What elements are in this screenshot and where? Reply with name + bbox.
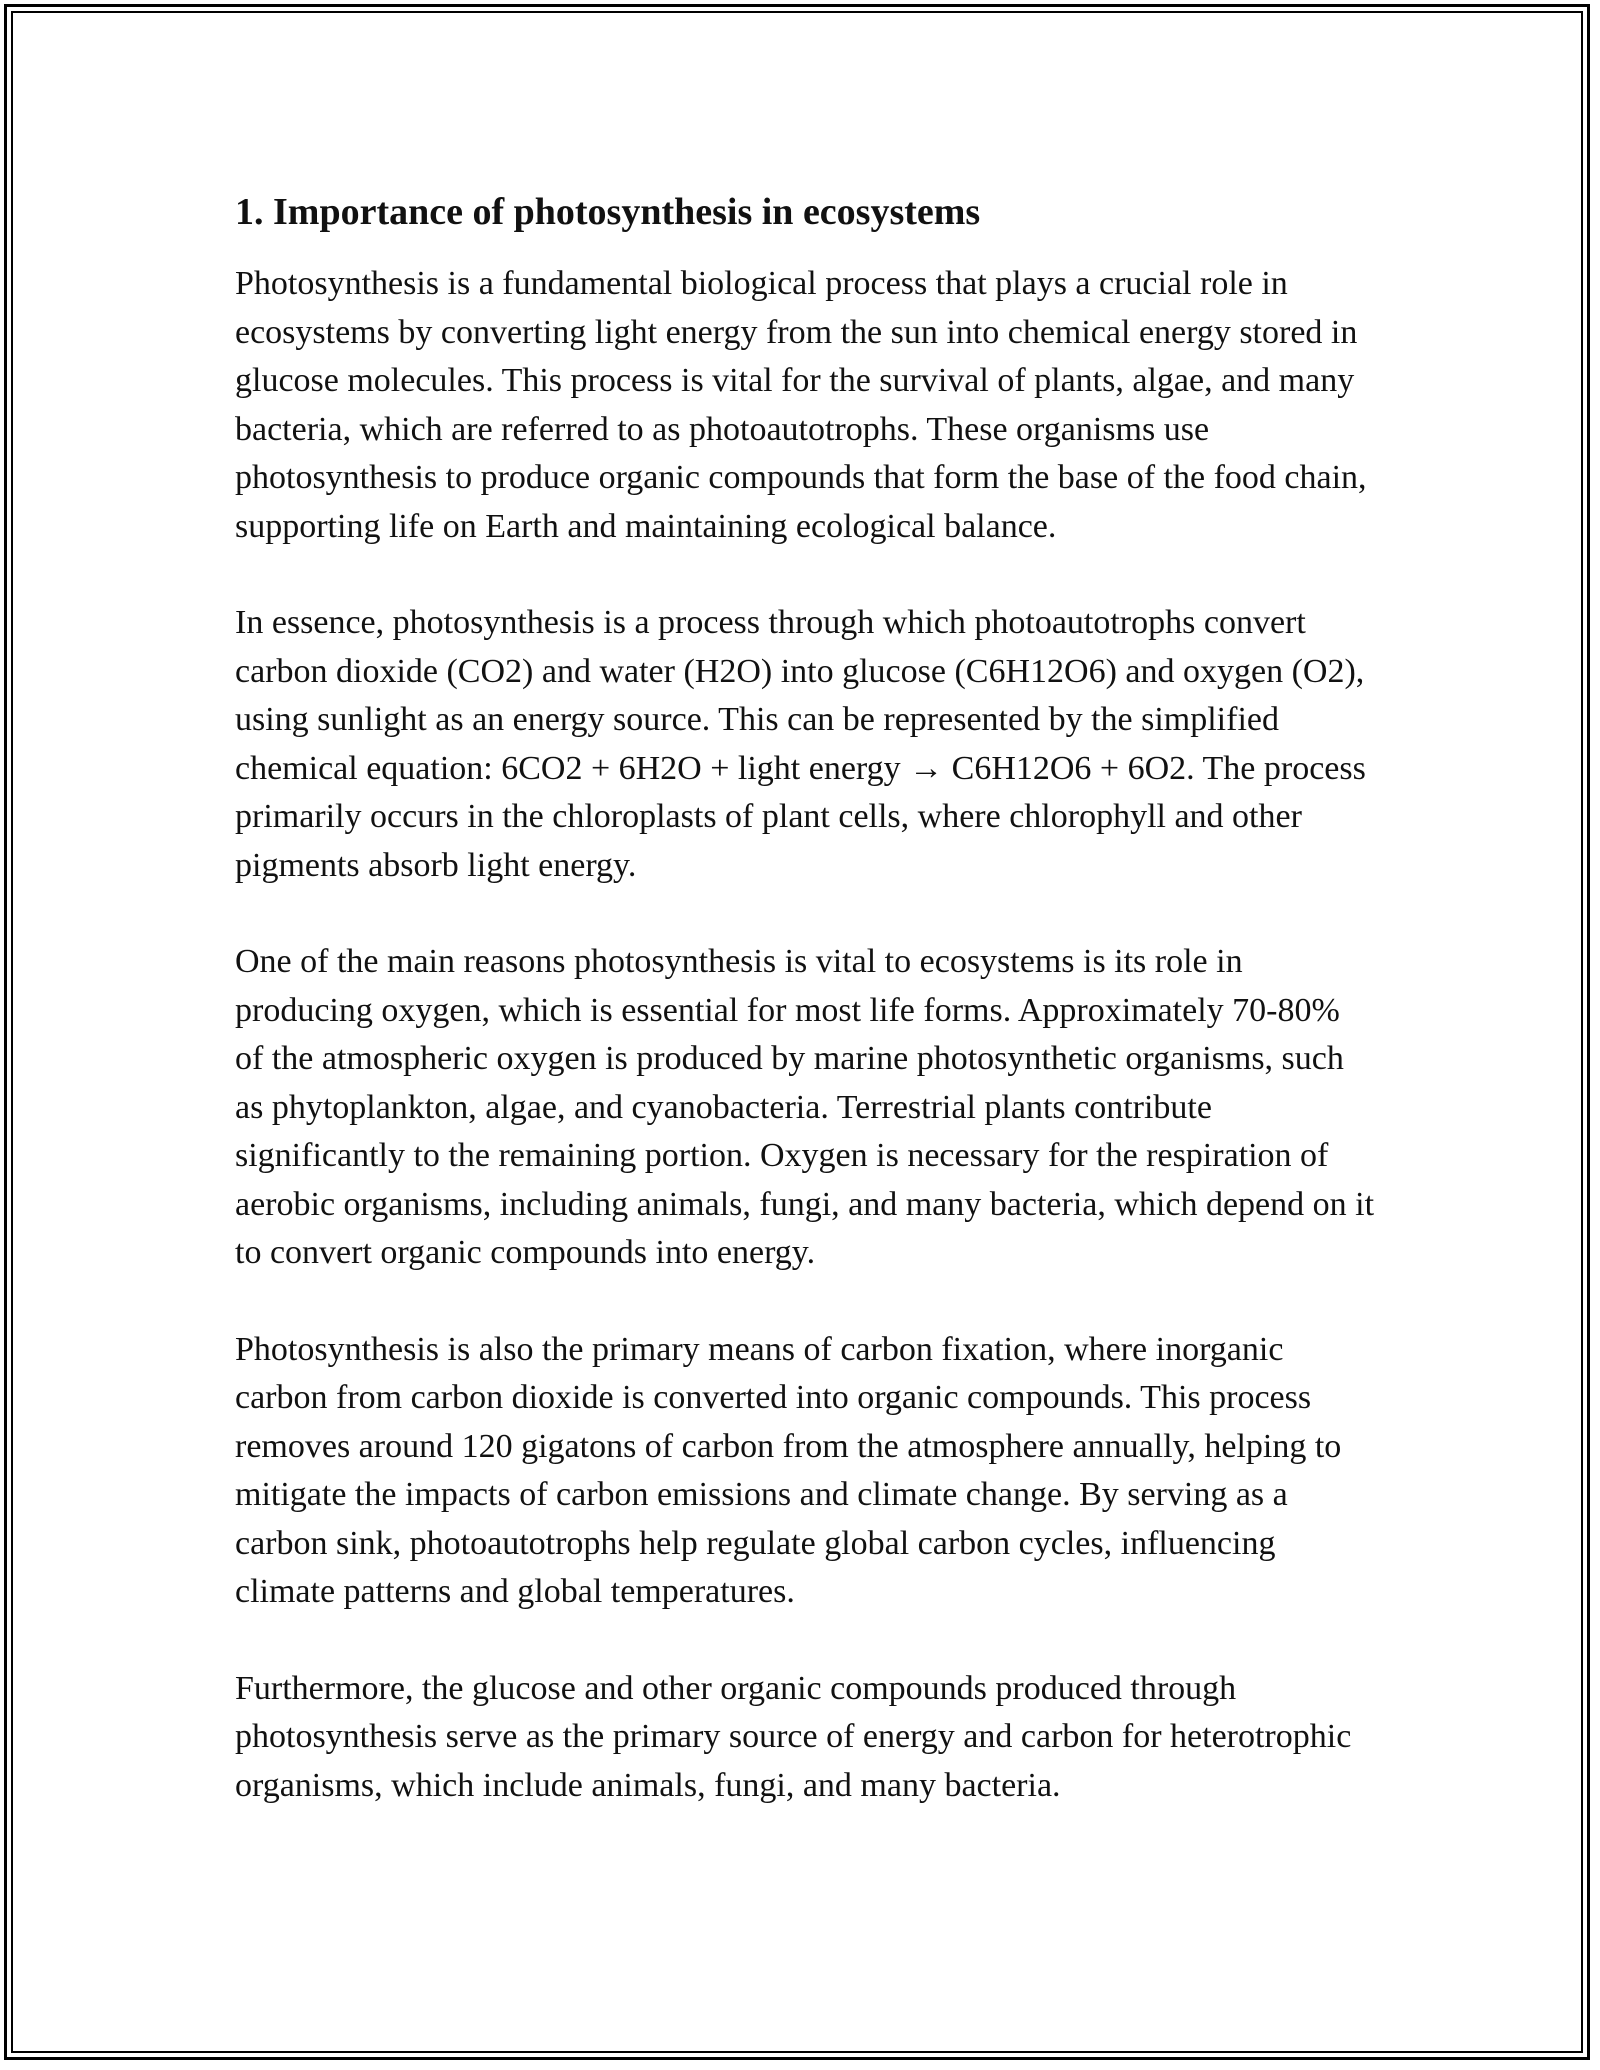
paragraph-carbon-fixation: Photosynthesis is also the primary means of carbon fixation, where inorganic carbon from carbon dioxide is converted into organic compounds. This process removes around 120 gigatons of carbon from the atmosphere annually, helping to mitigate the impacts of carbon emissions and climate change. By serving as a carbon sink, photoautotrophs help regulate global carbon cycles, influencing climate patterns and global temperatures. bbox=[235, 1330, 1342, 1610]
paragraph-intro: Photosynthesis is a fundamental biological process that plays a crucial role in ecosystems by converting light energy from the sun into chemical energy stored in glucose molecules. This process is vital for the survival of plants, algae, and many bacteria, which are referred to as photoautotrophs. These organisms use photosynthesis to produce organic compounds that form the base of the food chain, supporting life on Earth and maintaining ecological balance. bbox=[235, 265, 1367, 545]
paragraph-energy-source: Furthermore, the glucose and other organic compounds produced through photosynthesis serve as the primary source of energy and carbon for heterotrophic organisms, which include animals, fungi, and many bacteria. bbox=[235, 1669, 1352, 1804]
paragraph-equation: In essence, photosynthesis is a process through which photoautotrophs convert carbon dioxide (CO2) and water (H2O) into glucose (C6H12O6) and oxygen (O2), using sunlight as an energy source. This can be represented by the simplified chemical equation: 6CO2 + 6H2O + light energy → C6H12O6 + 6O2. The process primarily occurs in the chloroplasts of plant cells, where chlorophyll and other pigments absorb light energy. bbox=[235, 604, 1366, 884]
paragraph-oxygen: One of the main reasons photosynthesis is vital to ecosystems is its role in producing oxygen, which is essential for most life forms. Approximately 70-80% of the atmospheric oxygen is produced by marine photosynthetic organisms, such as phytoplankton, algae, and cyanobacteria. Terrestrial plants contribute significantly to the remaining portion. Oxygen is necessary for the respiration of aerobic organisms, including animals, fungi, and many bacteria, which depend on it to convert organic compounds into energy. bbox=[235, 943, 1375, 1271]
document-body bbox=[235, 186, 1375, 1858]
section-heading: 1. Importance of photosynthesis in ecosystems bbox=[235, 191, 981, 233]
